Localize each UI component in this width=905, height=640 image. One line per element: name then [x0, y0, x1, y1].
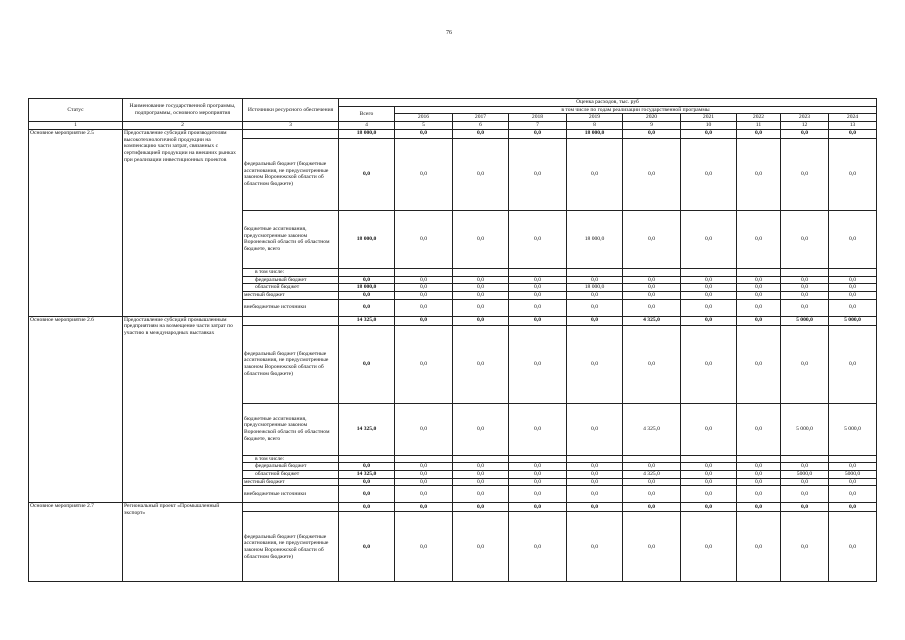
row-source: федеральный бюджет (бюджетные ассигнования, не предусмотренные законом Воронежской области об областном бюджете) — [243, 325, 339, 403]
value-cell: 0,0 — [737, 325, 781, 403]
value-cell: 0,0 — [829, 138, 877, 210]
value-cell: 0,0 — [567, 325, 623, 403]
value-cell — [567, 268, 623, 276]
value-cell: 0,0 — [623, 325, 681, 403]
value-cell: 0,0 — [395, 299, 453, 316]
value-cell: 0,0 — [453, 463, 509, 471]
value-cell: 0,0 — [453, 403, 509, 455]
col-number: 11 — [737, 122, 781, 130]
value-cell: 0,0 — [509, 463, 567, 471]
row-source: бюджетные ассигнования, предусмотренные законом Воронежской области об областном бюджете, всего — [243, 210, 339, 268]
value-cell: 0,0 — [623, 478, 681, 486]
value-cell: 4 325,0 — [623, 403, 681, 455]
value-cell: 0,0 — [829, 129, 877, 138]
value-cell: 0,0 — [781, 503, 829, 512]
table-row — [29, 129, 877, 138]
value-cell: 0,0 — [395, 129, 453, 138]
col-number: 13 — [829, 122, 877, 130]
value-cell: 0,0 — [681, 471, 737, 479]
value-cell: 0,0 — [737, 403, 781, 455]
header-estimate: Оценка расходов, тыс. руб — [339, 99, 877, 107]
value-cell: 0,0 — [453, 299, 509, 316]
value-cell — [781, 455, 829, 463]
value-cell: 0,0 — [339, 478, 395, 486]
value-cell: 0,0 — [567, 316, 623, 325]
value-cell: 0,0 — [339, 486, 395, 503]
value-cell — [339, 268, 395, 276]
value-cell: 0,0 — [681, 503, 737, 512]
value-cell: 0,0 — [829, 325, 877, 403]
value-cell: 0,0 — [509, 325, 567, 403]
value-cell: 0,0 — [567, 403, 623, 455]
value-cell: 0,0 — [453, 512, 509, 582]
col-number: 2 — [123, 122, 243, 130]
value-cell: 0,0 — [829, 503, 877, 512]
row-source: федеральный бюджет — [243, 276, 339, 284]
row-source: федеральный бюджет (бюджетные ассигнования, не предусмотренные законом Воронежской области об областном бюджете) — [243, 512, 339, 582]
row-source — [243, 316, 339, 325]
value-cell: 0,0 — [509, 129, 567, 138]
value-cell: 4 325,0 — [623, 471, 681, 479]
value-cell: 0,0 — [339, 299, 395, 316]
header-year: 2019 — [567, 114, 623, 122]
row-status: Основное мероприятие 2.5 — [29, 129, 123, 316]
value-cell — [737, 455, 781, 463]
value-cell: 0,0 — [781, 129, 829, 138]
value-cell: 0,0 — [623, 129, 681, 138]
value-cell: 0,0 — [623, 503, 681, 512]
row-name: Региональный проект «Промышленный экспорт» — [123, 503, 243, 582]
value-cell: 0,0 — [681, 325, 737, 403]
value-cell: 0,0 — [623, 276, 681, 284]
value-cell: 0,0 — [395, 210, 453, 268]
value-cell: 14 325,0 — [339, 316, 395, 325]
value-cell: 0,0 — [339, 463, 395, 471]
value-cell: 0,0 — [681, 486, 737, 503]
value-cell: 0,0 — [829, 291, 877, 299]
value-cell: 0,0 — [395, 403, 453, 455]
value-cell: 0,0 — [737, 138, 781, 210]
header-year: 2016 — [395, 114, 453, 122]
value-cell: 0,0 — [781, 210, 829, 268]
value-cell: 0,0 — [509, 486, 567, 503]
row-status: Основное мероприятие 2.6 — [29, 316, 123, 503]
value-cell: 0,0 — [395, 276, 453, 284]
value-cell: 0,0 — [681, 478, 737, 486]
value-cell — [453, 268, 509, 276]
value-cell: 0,0 — [567, 503, 623, 512]
value-cell: 0,0 — [781, 299, 829, 316]
value-cell: 18 000,0 — [567, 129, 623, 138]
value-cell: 0,0 — [339, 276, 395, 284]
column-number-row — [29, 122, 877, 130]
value-cell: 0,0 — [509, 284, 567, 292]
value-cell: 0,0 — [567, 291, 623, 299]
value-cell: 0,0 — [737, 284, 781, 292]
value-cell: 0,0 — [737, 129, 781, 138]
value-cell — [567, 455, 623, 463]
value-cell: 0,0 — [567, 299, 623, 316]
value-cell: 0,0 — [339, 138, 395, 210]
row-source: федеральный бюджет — [243, 463, 339, 471]
value-cell: 0,0 — [339, 291, 395, 299]
value-cell — [681, 455, 737, 463]
value-cell — [623, 268, 681, 276]
value-cell — [829, 455, 877, 463]
header-year: 2018 — [509, 114, 567, 122]
value-cell: 0,0 — [509, 478, 567, 486]
value-cell: 0,0 — [509, 471, 567, 479]
value-cell: 0,0 — [509, 316, 567, 325]
value-cell — [623, 455, 681, 463]
value-cell: 0,0 — [453, 138, 509, 210]
value-cell: 0,0 — [395, 478, 453, 486]
table-row — [29, 316, 877, 325]
value-cell: 0,0 — [737, 486, 781, 503]
row-source: местный бюджет — [243, 291, 339, 299]
value-cell: 18 000,0 — [339, 284, 395, 292]
value-cell — [829, 268, 877, 276]
page-number: 76 — [446, 30, 452, 36]
row-source: местный бюджет — [243, 478, 339, 486]
col-number: 9 — [623, 122, 681, 130]
value-cell — [509, 455, 567, 463]
header-year: 2017 — [453, 114, 509, 122]
col-number: 5 — [395, 122, 453, 130]
value-cell: 0,0 — [395, 471, 453, 479]
table-row — [29, 503, 877, 512]
value-cell: 0,0 — [453, 503, 509, 512]
header-incl-years: в том числе по годам реализации государственной программы — [395, 106, 877, 114]
value-cell: 0,0 — [453, 276, 509, 284]
value-cell: 0,0 — [681, 299, 737, 316]
value-cell — [395, 268, 453, 276]
value-cell: 0,0 — [737, 463, 781, 471]
budget-table — [28, 98, 877, 582]
value-cell: 18 000,0 — [339, 210, 395, 268]
value-cell: 0,0 — [453, 291, 509, 299]
value-cell — [737, 268, 781, 276]
value-cell: 0,0 — [781, 276, 829, 284]
value-cell: 5 000,0 — [781, 316, 829, 325]
value-cell: 14 325,0 — [339, 471, 395, 479]
value-cell: 0,0 — [339, 512, 395, 582]
col-number: 10 — [681, 122, 737, 130]
col-number: 8 — [567, 122, 623, 130]
value-cell: 0,0 — [453, 316, 509, 325]
value-cell: 0,0 — [781, 486, 829, 503]
col-number: 3 — [243, 122, 339, 130]
header-source: Источники ресурсного обеспечения — [243, 99, 339, 122]
value-cell: 0,0 — [395, 284, 453, 292]
header-year: 2020 — [623, 114, 681, 122]
value-cell: 0,0 — [781, 284, 829, 292]
value-cell: 0,0 — [509, 403, 567, 455]
value-cell: 5 000,0 — [829, 316, 877, 325]
value-cell: 0,0 — [509, 210, 567, 268]
value-cell: 0,0 — [623, 486, 681, 503]
value-cell: 0,0 — [737, 316, 781, 325]
value-cell: 0,0 — [509, 512, 567, 582]
value-cell: 0,0 — [453, 284, 509, 292]
header-year: 2024 — [829, 114, 877, 122]
row-source: федеральный бюджет (бюджетные ассигнования, не предусмотренные законом Воронежской области об областном бюджете) — [243, 138, 339, 210]
row-source: областной бюджет — [243, 284, 339, 292]
value-cell: 0,0 — [829, 276, 877, 284]
value-cell: 0,0 — [829, 463, 877, 471]
value-cell: 0,0 — [623, 463, 681, 471]
value-cell: 0,0 — [509, 291, 567, 299]
value-cell: 0,0 — [509, 138, 567, 210]
value-cell: 0,0 — [737, 276, 781, 284]
value-cell: 0,0 — [737, 503, 781, 512]
value-cell: 0,0 — [681, 129, 737, 138]
header-year: 2023 — [781, 114, 829, 122]
value-cell: 0,0 — [453, 325, 509, 403]
value-cell: 0,0 — [453, 471, 509, 479]
header-year: 2021 — [681, 114, 737, 122]
value-cell: 0,0 — [395, 486, 453, 503]
value-cell — [681, 268, 737, 276]
value-cell: 18 000,0 — [567, 210, 623, 268]
value-cell: 5000,0 — [829, 471, 877, 479]
value-cell: 0,0 — [339, 325, 395, 403]
value-cell: 0,0 — [681, 403, 737, 455]
value-cell: 0,0 — [681, 512, 737, 582]
value-cell: 0,0 — [395, 512, 453, 582]
value-cell: 0,0 — [681, 138, 737, 210]
value-cell: 18 000,0 — [339, 129, 395, 138]
value-cell: 0,0 — [781, 463, 829, 471]
value-cell: 0,0 — [737, 512, 781, 582]
header-name: Наименование государственной программы, подпрограммы, основного мероприятия — [123, 99, 243, 122]
value-cell: 0,0 — [681, 210, 737, 268]
value-cell — [395, 455, 453, 463]
value-cell: 0,0 — [509, 299, 567, 316]
value-cell: 0,0 — [453, 210, 509, 268]
row-source — [243, 503, 339, 512]
col-number: 1 — [29, 122, 123, 130]
value-cell: 5000,0 — [781, 471, 829, 479]
value-cell: 0,0 — [395, 291, 453, 299]
value-cell: 0,0 — [781, 138, 829, 210]
value-cell: 0,0 — [509, 503, 567, 512]
value-cell: 0,0 — [681, 316, 737, 325]
header-total: Всего — [339, 106, 395, 121]
value-cell: 0,0 — [681, 291, 737, 299]
value-cell: 5 000,0 — [781, 403, 829, 455]
value-cell: 0,0 — [623, 284, 681, 292]
value-cell: 0,0 — [681, 276, 737, 284]
header-status: Статус — [29, 99, 123, 122]
value-cell: 0,0 — [453, 486, 509, 503]
col-number: 7 — [509, 122, 567, 130]
value-cell: 0,0 — [737, 299, 781, 316]
value-cell: 0,0 — [781, 478, 829, 486]
value-cell: 0,0 — [395, 503, 453, 512]
value-cell: 0,0 — [509, 276, 567, 284]
value-cell — [509, 268, 567, 276]
value-cell: 0,0 — [781, 325, 829, 403]
row-name: Предоставление субсидий промышленным предприятиям на возмещение части затрат по участию в международных выставках — [123, 316, 243, 503]
value-cell: 0,0 — [453, 478, 509, 486]
value-cell: 0,0 — [567, 463, 623, 471]
value-cell: 0,0 — [395, 463, 453, 471]
value-cell — [339, 455, 395, 463]
value-cell: 0,0 — [453, 129, 509, 138]
value-cell: 0,0 — [567, 471, 623, 479]
row-source: в том числе: — [243, 268, 339, 276]
value-cell: 0,0 — [623, 512, 681, 582]
value-cell: 0,0 — [737, 291, 781, 299]
value-cell: 5 000,0 — [829, 403, 877, 455]
row-source: в том числе: — [243, 455, 339, 463]
value-cell: 0,0 — [623, 210, 681, 268]
value-cell: 0,0 — [623, 291, 681, 299]
value-cell: 0,0 — [567, 138, 623, 210]
col-number: 4 — [339, 122, 395, 130]
value-cell: 0,0 — [567, 276, 623, 284]
value-cell: 0,0 — [395, 316, 453, 325]
value-cell: 0,0 — [829, 299, 877, 316]
value-cell: 0,0 — [829, 478, 877, 486]
value-cell: 0,0 — [567, 478, 623, 486]
value-cell: 0,0 — [567, 512, 623, 582]
value-cell: 0,0 — [567, 486, 623, 503]
row-source: внебюджетные источники — [243, 486, 339, 503]
value-cell: 0,0 — [395, 325, 453, 403]
value-cell: 4 325,0 — [623, 316, 681, 325]
row-status: Основное мероприятие 2.7 — [29, 503, 123, 582]
row-source: бюджетные ассигнования, предусмотренные законом Воронежской области об областном бюджете, всего — [243, 403, 339, 455]
row-source: внебюджетные источники — [243, 299, 339, 316]
value-cell: 0,0 — [737, 478, 781, 486]
value-cell — [781, 268, 829, 276]
value-cell: 0,0 — [829, 284, 877, 292]
value-cell: 0,0 — [623, 299, 681, 316]
value-cell: 0,0 — [623, 138, 681, 210]
value-cell: 0,0 — [737, 210, 781, 268]
col-number: 6 — [453, 122, 509, 130]
col-number: 12 — [781, 122, 829, 130]
value-cell: 0,0 — [395, 138, 453, 210]
value-cell: 0,0 — [781, 512, 829, 582]
value-cell: 0,0 — [737, 471, 781, 479]
value-cell: 0,0 — [681, 463, 737, 471]
value-cell: 14 325,0 — [339, 403, 395, 455]
header-year: 2022 — [737, 114, 781, 122]
value-cell: 0,0 — [781, 291, 829, 299]
value-cell: 0,0 — [829, 512, 877, 582]
value-cell — [453, 455, 509, 463]
value-cell: 0,0 — [829, 486, 877, 503]
value-cell: 0,0 — [681, 284, 737, 292]
row-source — [243, 129, 339, 138]
value-cell: 18 000,0 — [567, 284, 623, 292]
row-source: областной бюджет — [243, 471, 339, 479]
row-name: Предоставление субсидий производителям высокотехнологичной продукции на компенсацию части затрат, связанных с сертификацией продукции на внешних рынках при реализации инвестиционных проектов — [123, 129, 243, 316]
value-cell: 0,0 — [829, 210, 877, 268]
value-cell: 0,0 — [339, 503, 395, 512]
